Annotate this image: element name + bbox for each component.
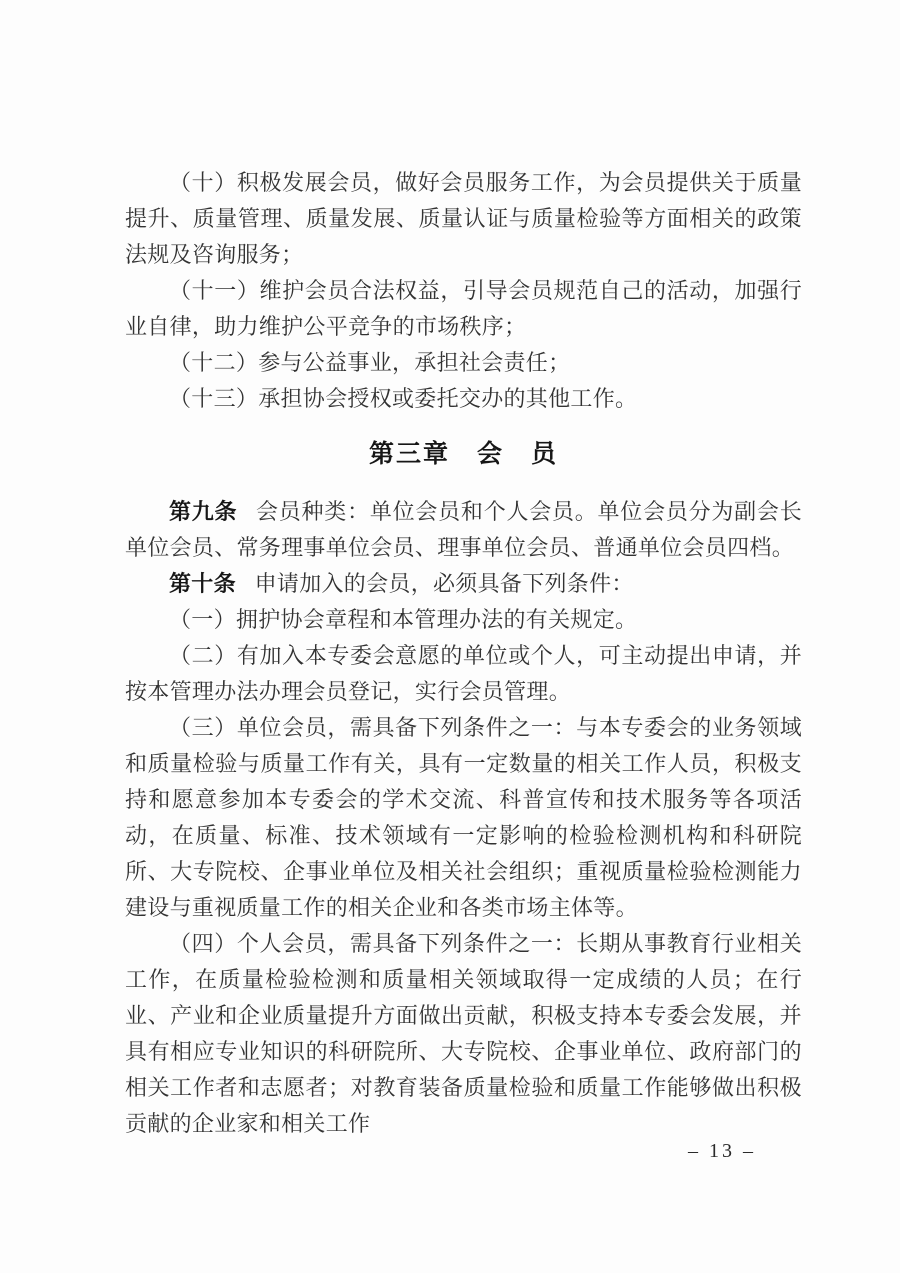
article-ten-text: 申请加入的会员，必须具备下列条件： xyxy=(254,571,634,596)
condition-three: （三）单位会员，需具备下列条件之一：与本专委会的业务领域和质量检验与质量工作有关，具有一定数量的相关工作人员，积极支持和愿意参加本专委会的学术交流、科普宣传和技术服务等各项活动，在质量、标准、技术领域有一定影响的检验检测机构和科研院所、大专院校、企事业单位及相关社会组织；重视质量检验检测能力建设与重视质量工作的相关企业和各类市场主体等。 xyxy=(125,715,802,920)
article-nine xyxy=(125,494,802,566)
condition-one: （一）拥护协会章程和本管理办法的有关规定。 xyxy=(169,607,638,632)
clause-twelve: （十二）参与公益事业，承担社会责任； xyxy=(169,350,571,375)
article-ten xyxy=(125,566,802,602)
condition-four: （四）个人会员，需具备下列条件之一：长期从事教育行业相关工作，在质量检验检测和质量相关领域取得一定成绩的人员；在行业、产业和企业质量提升方面做出贡献，积极支持本专委会发展，并具有相应专业知识的科研院所、大专院校、企事业单位、政府部门的相关工作者和志愿者；对教育装备质量检验和质量工作能够做出积极贡献的企业家和相关工作 xyxy=(125,931,802,1136)
document-body xyxy=(125,165,802,1142)
page-number: – 13 – xyxy=(688,1140,756,1162)
clause-ten: （十）积极发展会员，做好会员服务工作，为会员提供关于质量提升、质量管理、质量发展、质量认证与质量检验等方面相关的政策法规及咨询服务； xyxy=(125,170,802,267)
article-ten-label: 第十条 xyxy=(169,571,236,596)
clause-eleven: （十一）维护会员合法权益，引导会员规范自己的活动，加强行业自律，助力维护公平竞争的市场秩序； xyxy=(125,278,802,339)
article-nine-label: 第九条 xyxy=(169,499,238,524)
article-nine-text: 会员种类：单位会员和个人会员。单位会员分为副会长单位会员、常务理事单位会员、理事单位会员、普通单位会员四档。 xyxy=(125,499,802,560)
condition-two: （二）有加入本专委会意愿的单位或个人，可主动提出申请，并按本管理办法办理会员登记，实行会员管理。 xyxy=(125,643,802,704)
clause-thirteen: （十三）承担协会授权或委托交办的其他工作。 xyxy=(169,386,638,411)
chapter-heading: 第三章 会 员 xyxy=(368,441,558,468)
